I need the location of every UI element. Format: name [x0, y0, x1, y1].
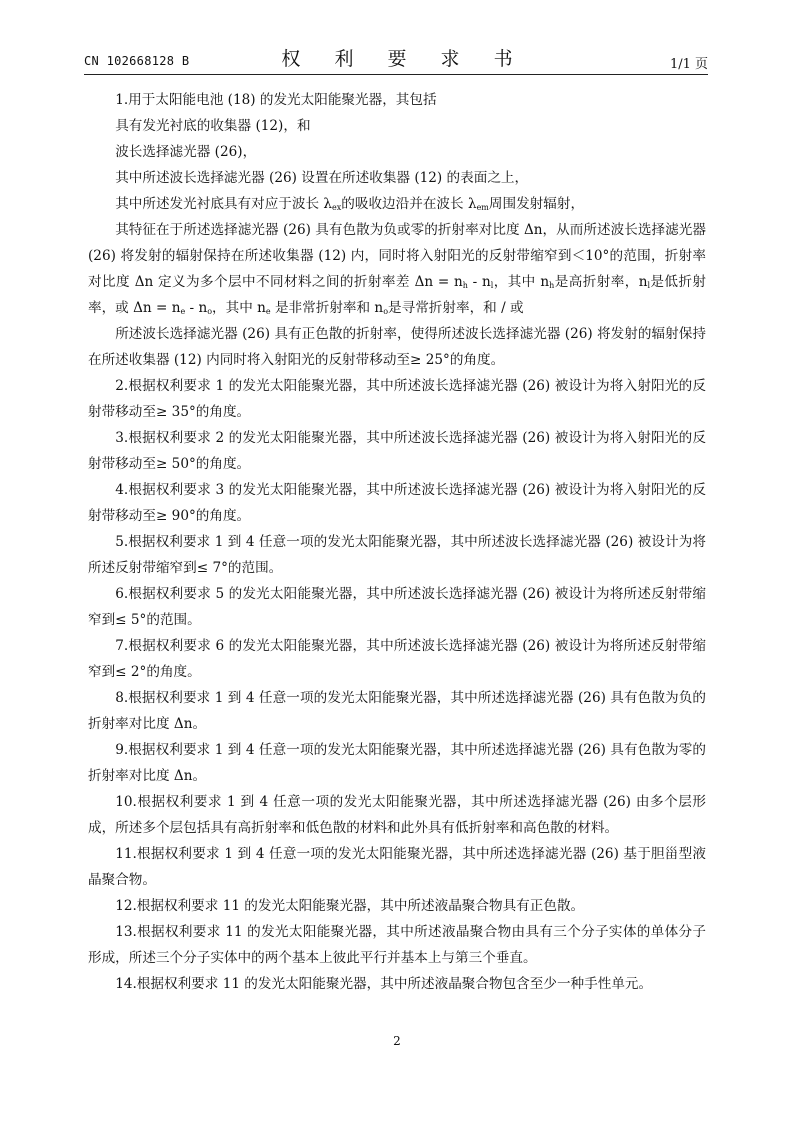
claim-8: 8.根据权利要求 1 到 4 任意一项的发光太阳能聚光器，其中所述选择滤光器 (26) 具有色散为负的折射率对比度 Δn。	[88, 690, 706, 732]
text-run: 是非常折射率和 n	[270, 300, 384, 316]
claim-1-characterizing	[88, 217, 706, 321]
claim-11: 11.根据权利要求 1 到 4 任意一项的发光太阳能聚光器，其中所述选择滤光器 (26) 基于胆甾型液晶聚合物。	[88, 846, 706, 888]
text-run: 是高折射率，n	[554, 274, 648, 290]
text-run: 是寻常折射率，和 / 或	[388, 300, 524, 316]
page-number: 2	[393, 1034, 401, 1048]
text-run: ，其中 n	[212, 300, 266, 316]
subscript: e	[180, 307, 186, 316]
claim-10: 10.根据权利要求 1 到 4 任意一项的发光太阳能聚光器，其中所述选择滤光器 (26) 由多个层形成，所述多个层包括具有高折射率和低色散的材料和此外具有低折射率和高色散的材料。	[88, 794, 706, 836]
document-title: 权 利 要 求 书	[281, 48, 527, 70]
claim-5: 5.根据权利要求 1 到 4 任意一项的发光太阳能聚光器，其中所述波长选择滤光器 (26) 被设计为将所述反射带缩窄到≤ 7°的范围。	[88, 534, 706, 576]
text-run: 周围发射辐射，	[488, 196, 585, 212]
text-run: 的吸收边沿并在波长 λ	[341, 196, 477, 212]
text-run: 其特征在于所述选择滤光器 (26) 具有色散为负或零的折射率对比度 Δn，从而所述波长选择滤光器 (26) 将发射的辐射保持在所述收集器 (12) 内，同时将入射阳光的反射带缩窄到＜10°的范围，折射率对比度 Δn 定义为多个层中不同材料之间的折射率差 Δn = n	[88, 222, 706, 290]
claim-9: 9.根据权利要求 1 到 4 任意一项的发光太阳能聚光器，其中所述选择滤光器 (26) 具有色散为零的折射率对比度 Δn。	[88, 742, 706, 784]
subscript: o	[383, 307, 389, 316]
claim-7: 7.根据权利要求 6 的发光太阳能聚光器，其中所述波长选择滤光器 (26) 被设计为将所述反射带缩窄到≤ 2°的角度。	[88, 638, 706, 680]
text-run: ，其中 n	[493, 274, 550, 290]
claim-12: 12.根据权利要求 11 的发光太阳能聚光器，其中所述液晶聚合物具有正色散。	[115, 898, 585, 914]
subscript: em	[476, 203, 489, 212]
claim-6: 6.根据权利要求 5 的发光太阳能聚光器，其中所述波长选择滤光器 (26) 被设计为将所述反射带缩窄到≤ 5°的范围。	[88, 586, 706, 628]
text-run: 其中所述发光衬底具有对应于波长 λ	[115, 196, 333, 212]
claim-1-collector: 具有发光衬底的收集器 (12)，和	[115, 118, 311, 134]
claim-1-filter: 波长选择滤光器 (26)，	[115, 144, 257, 160]
subscript: h	[462, 281, 468, 290]
claims-body	[88, 87, 706, 997]
subscript: o	[207, 307, 213, 316]
claim-1-arrangement: 其中所述波长选择滤光器 (26) 设置在所述收集器 (12) 的表面之上，	[115, 170, 529, 186]
subscript: h	[549, 281, 555, 290]
text-run: - n	[185, 300, 208, 316]
text-run: 是低折射率，或 Δn = n	[88, 274, 706, 316]
page-indicator: 1/1 页	[669, 57, 708, 72]
claim-14: 14.根据权利要求 11 的发光太阳能聚光器，其中所述液晶聚合物包含至少一种手性单元。	[115, 976, 653, 992]
text-run: - n	[467, 274, 491, 290]
subscript: l	[490, 281, 494, 290]
claim-1-intro: 1.用于太阳能电池 (18) 的发光太阳能聚光器，其包括	[115, 92, 437, 108]
patent-number: CN 102668128 B	[84, 54, 190, 68]
claim-2: 2.根据权利要求 1 的发光太阳能聚光器，其中所述波长选择滤光器 (26) 被设计为将入射阳光的反射带移动至≥ 35°的角度。	[88, 378, 706, 420]
claim-4: 4.根据权利要求 3 的发光太阳能聚光器，其中所述波长选择滤光器 (26) 被设计为将入射阳光的反射带移动至≥ 90°的角度。	[88, 482, 706, 524]
header-divider	[84, 74, 708, 75]
claim-1-alternative: 所述波长选择滤光器 (26) 具有正色散的折射率，使得所述波长选择滤光器 (26) 将发射的辐射保持在所述收集器 (12) 内同时将入射阳光的反射带移动至≥ 25°的角度。	[88, 326, 706, 368]
claim-13: 13.根据权利要求 11 的发光太阳能聚光器，其中所述液晶聚合物由具有三个分子实体的单体分子形成，所述三个分子实体中的两个基本上彼此平行并基本上与第三个垂直。	[88, 924, 706, 966]
claim-3: 3.根据权利要求 2 的发光太阳能聚光器，其中所述波长选择滤光器 (26) 被设计为将入射阳光的反射带移动至≥ 50°的角度。	[88, 430, 706, 472]
subscript: ex	[332, 203, 342, 212]
claim-1-absorption	[88, 191, 706, 217]
subscript: e	[265, 307, 271, 316]
subscript: l	[647, 281, 651, 290]
